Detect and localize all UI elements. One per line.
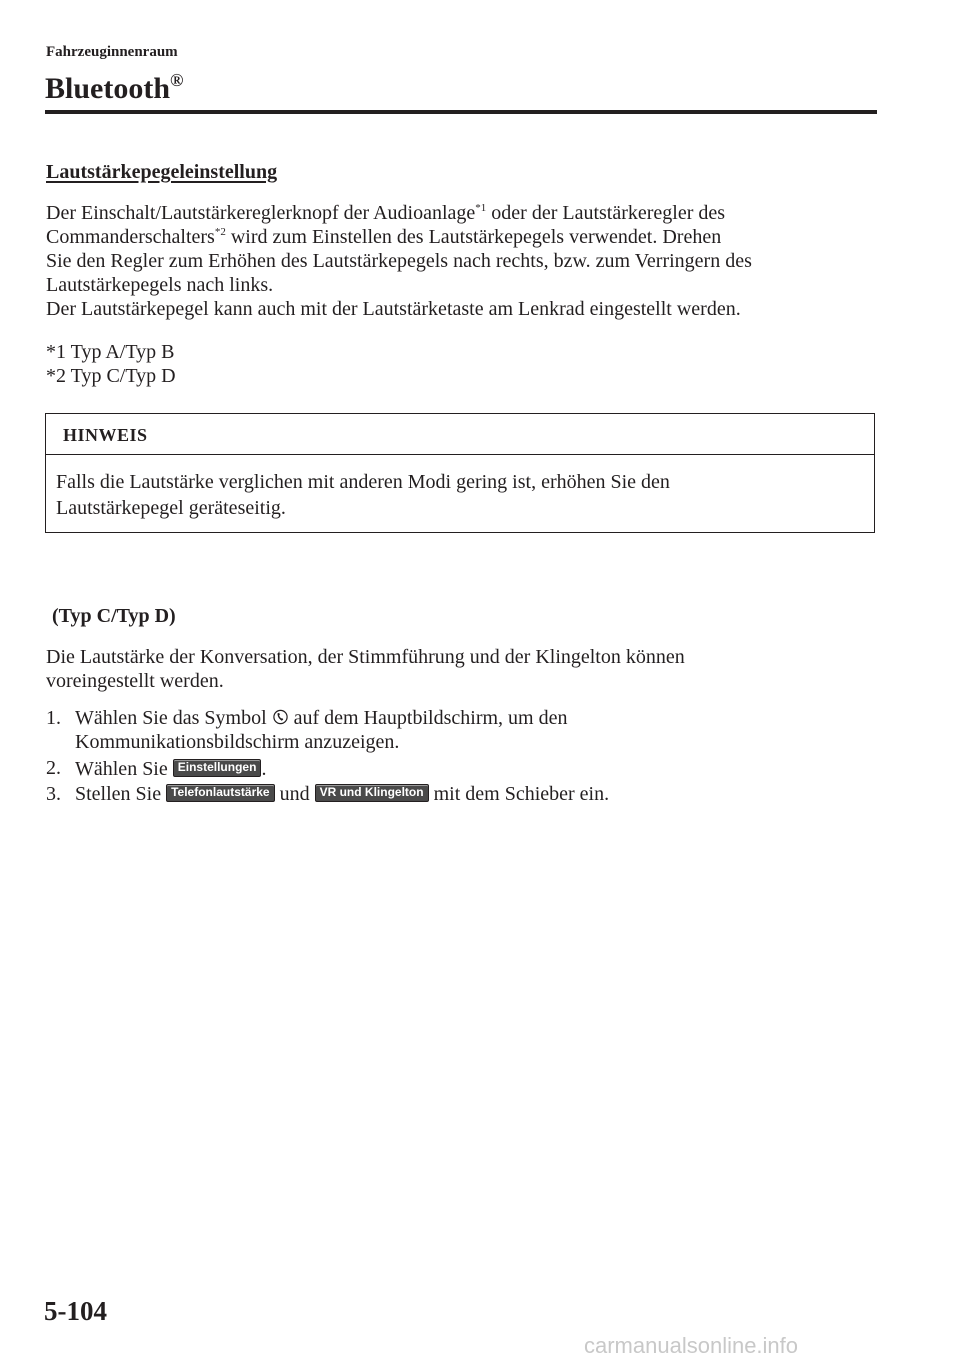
step-3-number: 3. (46, 783, 61, 805)
note-text (56, 469, 856, 521)
step-1 (75, 706, 567, 754)
page-number: 5-104 (44, 1296, 107, 1326)
footnotes (46, 340, 876, 388)
volume-line-1: Der Einschalt/Lautstärkereglerknopf der Audioanlage$^{*1}$ oder der Lautstärkeregler des (46, 202, 726, 224)
typ-intro (46, 645, 876, 693)
typ-intro-line-2: voreingestellt werden. (46, 670, 224, 692)
watermark: carmanualsonline.info (584, 1333, 799, 1358)
telefonlautstaerke-button[interactable]: Telefonlautstärke (166, 784, 274, 802)
volume-line-4: Lautstärkepegels nach links. (46, 274, 274, 296)
volume-paragraph (46, 201, 876, 321)
vr-und-klingelton-button[interactable]: VR und Klingelton (315, 784, 429, 802)
footnote-ref-1: *1 (475, 202, 487, 214)
note-header (46, 414, 874, 455)
typ-heading: (Typ C/Typ D) (52, 605, 176, 627)
chapter-title: Fahrzeuginnenraum (46, 44, 178, 60)
step-1-line-2: Kommunikationsbildschirm anzuzeigen. (75, 731, 400, 753)
note-line-2: Lautstärkepegel geräteseitig. (56, 497, 286, 519)
einstellungen-button[interactable]: Einstellungen (173, 759, 262, 777)
footnote-2: *2 Typ C/Typ D (46, 365, 176, 387)
note-title: HINWEIS (63, 425, 148, 445)
note-line-1: Falls die Lautstärke verglichen mit anderen Modi gering ist, erhöhen Sie den (56, 471, 670, 493)
volume-line-5: Der Lautstärkepegel kann auch mit der Lautstärketaste am Lenkrad eingestellt werden. (46, 298, 741, 320)
volume-heading: Lautstärkepegeleinstellung (46, 161, 278, 183)
section-title (45, 60, 183, 109)
note-box (45, 413, 875, 533)
footnote-ref-2: *2 (214, 226, 226, 238)
volume-line-3: Sie den Regler zum Erhöhen des Lautstärkepegels nach rechts, bzw. zum Verringern des (46, 250, 752, 272)
section-title-text: Bluetooth (45, 72, 171, 105)
footnote-1: *1 Typ A/Typ B (46, 341, 175, 363)
volume-line-2: Commanderschalters$^{*2}$ wird zum Einstellen des Lautstärkepegels verwendet. Drehen (46, 226, 722, 248)
step-2-number: 2. (46, 757, 61, 779)
phone-icon (273, 708, 288, 726)
step-1-number: 1. (46, 707, 61, 729)
step-2: Wählen Sie Einstellungen . (75, 758, 267, 780)
registered-mark: ® (170, 70, 184, 90)
step-3: Stellen Sie Telefonlautstärke und VR und Klingelton mit dem Schieber ein. (75, 783, 610, 805)
typ-intro-line-1: Die Lautstärke der Konversation, der Stimmführung und der Klingelton können (46, 646, 685, 668)
header-rule (45, 110, 877, 114)
step-1-line-1: Wählen Sie das Symbol auf dem Hauptbildschirm, um den (75, 707, 568, 729)
